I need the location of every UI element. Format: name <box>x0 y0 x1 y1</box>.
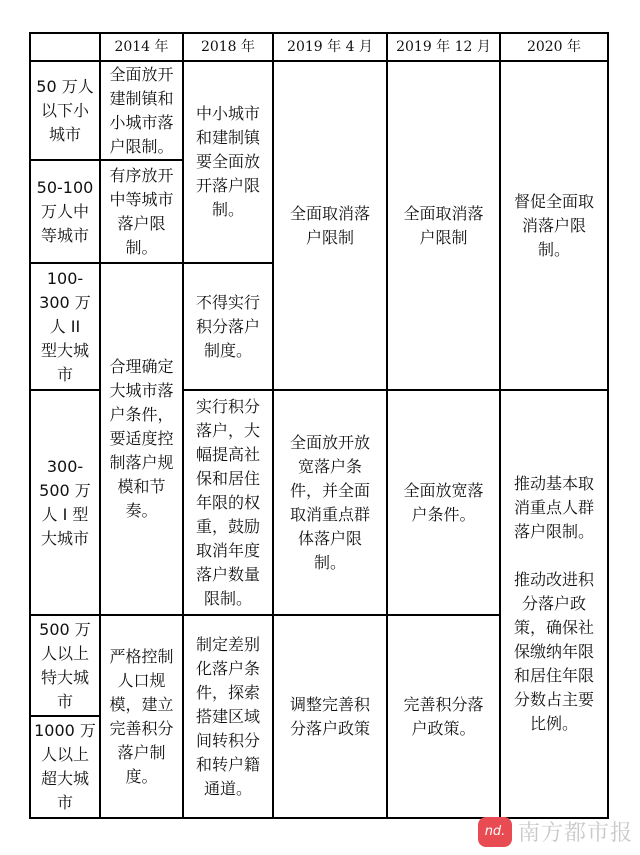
row-label-small-city: 50 万人 以下小 城市 <box>31 62 99 159</box>
policy-table <box>29 32 609 819</box>
row-label-super-city: 1000 万 人以上 超大城 市 <box>31 717 99 817</box>
cell-2019-12-mega: 完善积分落 户政策。 <box>388 616 499 817</box>
cell-2019-12-type1: 全面放宽落 户条件。 <box>388 391 499 614</box>
header-2020: 2020 年 <box>501 34 607 60</box>
watermark <box>478 816 633 847</box>
nandu-logo-icon: nd. <box>478 817 512 847</box>
cell-2019-04-small-to-type2: 全面取消落 户限制 <box>274 62 386 389</box>
header-2019-12: 2019 年 12 月 <box>388 34 499 60</box>
row-label-type1-large-city: 300- 500 万 人 I 型 大城市 <box>31 391 99 614</box>
cell-2018-type1: 实行积分 落户，大 幅提高社 保和居住 年限的权 重，鼓励 取消年度 落户数量 限制。 <box>184 391 272 614</box>
header-blank <box>31 34 99 60</box>
row-label-medium-city: 50-100 万人中 等城市 <box>31 161 99 262</box>
cell-2014-mega: 严格控制 人口规 模，建立 完善积分 落户制 度。 <box>101 616 182 817</box>
cell-2020-para-1: 推动基本取 消重点人群 落户限制。 <box>513 474 594 541</box>
cell-2018-mega: 制定差别 化落户条 件，探索 搭建区域 间转积分 和转户籍 通道。 <box>184 616 272 817</box>
row-label-type2-large-city: 100- 300 万 人 II 型大城 市 <box>31 264 99 389</box>
cell-2020-large <box>501 391 607 817</box>
watermark-text: 南方都市报 <box>518 821 634 846</box>
cell-2020-small-to-type2: 督促全面取 消落户限 制。 <box>501 62 607 389</box>
cell-2019-04-mega: 调整完善积 分落户政策 <box>274 616 386 817</box>
cell-2020-para-2: 推动改进积 分落户政 策，确保社 保缴纳年限 和居住年限 分数占主要 比例。 <box>513 570 594 733</box>
cell-2018-type2: 不得实行 积分落户 制度。 <box>184 264 272 389</box>
cell-2014-small: 全面放开 建制镇和 小城市落 户限制。 <box>101 62 182 159</box>
header-2014: 2014 年 <box>101 34 182 60</box>
cell-2014-medium: 有序放开 中等城市 落户限 制。 <box>101 161 182 262</box>
cell-2018-small-medium: 中小城市 和建制镇 要全面放 开落户限 制。 <box>184 62 272 262</box>
row-label-megacity: 500 万 人以上 特大城 市 <box>31 616 99 715</box>
cell-2014-large: 合理确定 大城市落 户条件， 要适度控 制落户规 模和节 奏。 <box>101 264 182 614</box>
cell-2019-04-type1: 全面放开放 宽落户条 件，并全面 取消重点群 体落户限 制。 <box>274 391 386 614</box>
header-2018: 2018 年 <box>184 34 272 60</box>
header-2019-04: 2019 年 4 月 <box>274 34 386 60</box>
cell-2019-12-small-to-type2: 全面取消落 户限制 <box>388 62 499 389</box>
